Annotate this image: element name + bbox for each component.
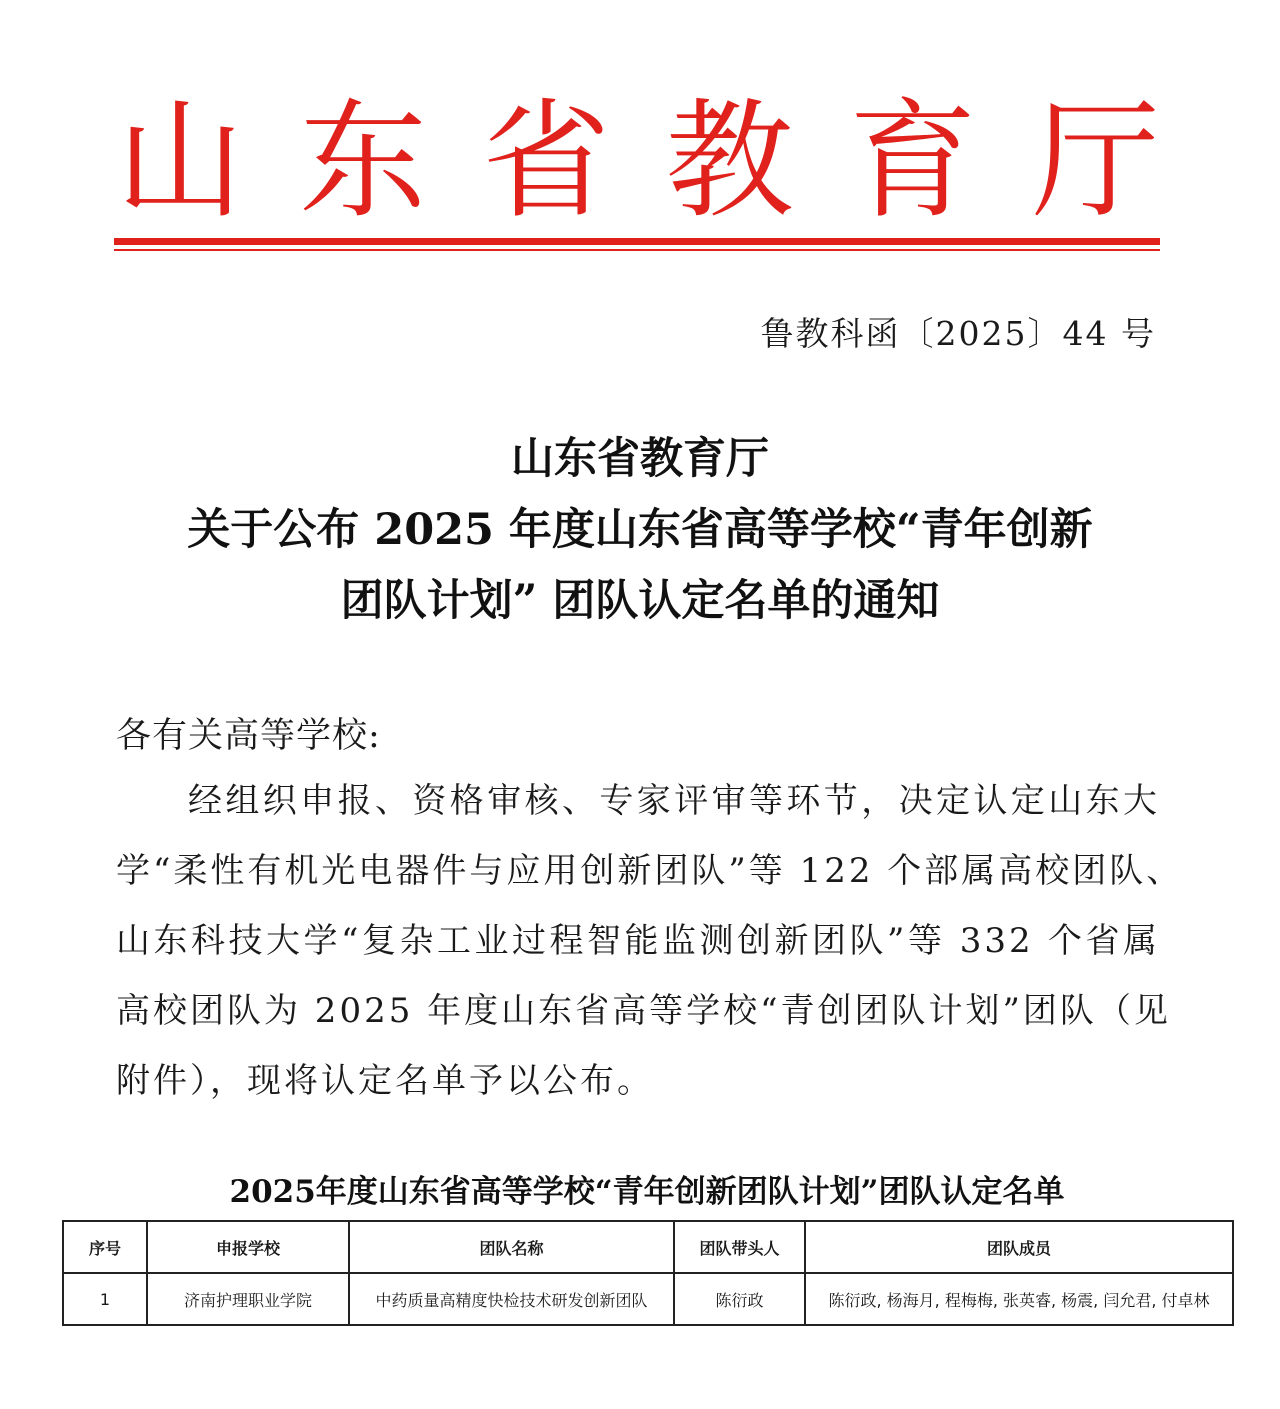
table-title: 2025年度山东省高等学校“青年创新团队计划”团队认定名单 <box>229 1174 1065 1210</box>
cell-index: 1 <box>63 1273 147 1325</box>
header-index: 序号 <box>63 1221 147 1273</box>
header-team-leader: 团队带头人 <box>674 1221 805 1273</box>
notice-body <box>116 766 1184 1116</box>
cell-school: 济南护理职业学院 <box>147 1273 349 1325</box>
masthead-char: 东 <box>299 87 428 236</box>
masthead-title <box>116 87 1160 236</box>
body-line: 经组织申报、资格审核、专家评审等环节，决定认定山东大 <box>188 781 1160 821</box>
body-line: 高校团队为 2025 年度山东省高等学校“青创团队计划”团队（见 <box>116 991 1171 1031</box>
cell-team-name: 中药质量高精度快检技术研发创新团队 <box>349 1273 674 1325</box>
body-line: 山东科技大学“复杂工业过程智能监测创新团队”等 332 个省属 <box>116 921 1160 961</box>
header-team-members: 团队成员 <box>805 1221 1233 1273</box>
masthead-char: 山 <box>116 87 245 236</box>
document-number: 鲁教科函〔2025〕44 号 <box>760 314 1156 353</box>
masthead-rule-thick <box>114 238 1160 245</box>
table-header-row <box>63 1221 1233 1273</box>
masthead-char: 厅 <box>1031 87 1160 236</box>
title-line: 团队计划” 团队认定名单的通知 <box>340 576 940 626</box>
title-line: 山东省教育厅 <box>511 434 769 484</box>
header-team-name: 团队名称 <box>349 1221 674 1273</box>
masthead-char: 教 <box>665 87 794 236</box>
notice-title <box>100 424 1180 637</box>
title-line: 关于公布 2025 年度山东省高等学校“青年创新 <box>187 505 1093 555</box>
header-school: 申报学校 <box>147 1221 349 1273</box>
table-row <box>63 1273 1233 1325</box>
salutation: 各有关高等学校: <box>116 716 381 756</box>
body-line: 学“柔性有机光电器件与应用创新团队”等 122 个部属高校团队、 <box>116 851 1184 891</box>
team-roster-table <box>62 1220 1234 1326</box>
body-line: 附件），现将认定名单予以公布。 <box>116 1061 654 1101</box>
masthead-char: 育 <box>848 87 977 236</box>
masthead-char: 省 <box>482 87 611 236</box>
cell-team-leader: 陈衍政 <box>674 1273 805 1325</box>
masthead-rule-thin <box>114 249 1160 251</box>
cell-team-members: 陈衍政, 杨海月, 程梅梅, 张英睿, 杨震, 闫允君, 付卓林 <box>805 1273 1233 1325</box>
